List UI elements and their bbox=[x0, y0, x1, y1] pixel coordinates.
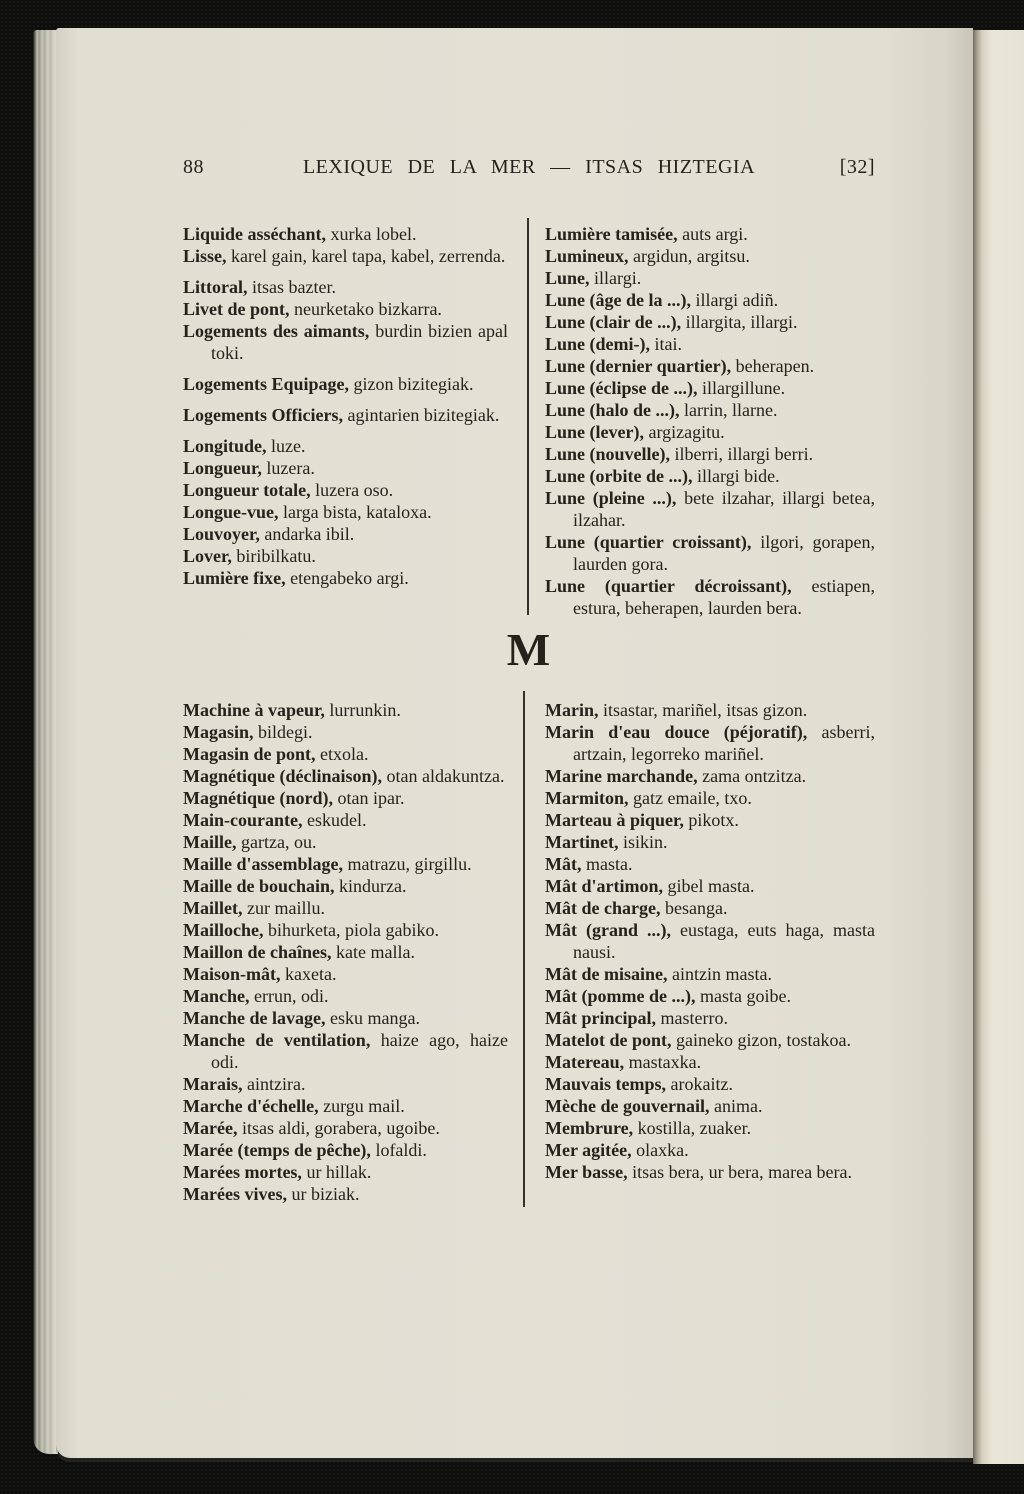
entry-definition: etengabeko argi. bbox=[285, 568, 409, 588]
dictionary-entry bbox=[183, 809, 508, 831]
page-number: 88 bbox=[183, 156, 204, 178]
entry-definition: beherapen. bbox=[731, 356, 815, 376]
entry-definition: pikotx. bbox=[683, 810, 739, 830]
entry-term: Mer agitée, bbox=[545, 1140, 632, 1160]
entry-term: Membrure, bbox=[545, 1118, 634, 1138]
entry-term: Lune (demi-), bbox=[545, 334, 650, 354]
entry-definition: bihurketa, piola gabiko. bbox=[263, 920, 439, 940]
dictionary-entry bbox=[545, 377, 875, 399]
entry-term: Louvoyer, bbox=[183, 524, 260, 544]
entry-term: Matelot de pont, bbox=[545, 1030, 672, 1050]
dictionary-entry bbox=[545, 355, 875, 377]
running-header bbox=[183, 156, 875, 179]
dictionary-entry bbox=[545, 1007, 875, 1029]
dictionary-entry bbox=[545, 465, 875, 487]
entry-term: Marais, bbox=[183, 1074, 243, 1094]
dictionary-entry bbox=[545, 1029, 875, 1051]
entry-term: Lune, bbox=[545, 268, 590, 288]
dictionary-entry bbox=[183, 1073, 508, 1095]
dictionary-entry bbox=[545, 399, 875, 421]
entry-definition: itsas bera, ur bera, marea bera. bbox=[627, 1162, 853, 1182]
entry-term: Littoral, bbox=[183, 277, 248, 297]
dictionary-entry bbox=[183, 1095, 508, 1117]
entry-term: Lune (âge de la ...), bbox=[545, 290, 691, 310]
dictionary-entry bbox=[183, 919, 508, 941]
entry-definition: gizon bizitegiak. bbox=[349, 374, 474, 394]
dictionary-entry bbox=[545, 1117, 875, 1139]
entry-definition: biribilkatu. bbox=[231, 546, 316, 566]
entry-definition: otan ipar. bbox=[333, 788, 405, 808]
entry-definition: kostilla, zuaker. bbox=[633, 1118, 752, 1138]
dictionary-entry bbox=[545, 919, 875, 963]
page-edge-stack bbox=[33, 30, 58, 1454]
dictionary-entry bbox=[183, 245, 508, 267]
entry-definition: gaineko gizon, tostakoa. bbox=[671, 1030, 851, 1050]
entry-term: Longueur totale, bbox=[183, 480, 311, 500]
entry-term: Marche d'échelle, bbox=[183, 1096, 319, 1116]
entry-definition: anima. bbox=[709, 1096, 763, 1116]
dictionary-entry bbox=[545, 787, 875, 809]
entry-definition: xurka lobel. bbox=[326, 224, 417, 244]
dictionary-entry bbox=[183, 545, 508, 567]
entry-definition: besanga. bbox=[660, 898, 728, 918]
entry-term: Marée, bbox=[183, 1118, 238, 1138]
entry-term: Lune (nouvelle), bbox=[545, 444, 671, 464]
entry-term: Mât de misaine, bbox=[545, 964, 668, 984]
dictionary-entry bbox=[545, 531, 875, 575]
dictionary-entry bbox=[545, 223, 875, 245]
entry-definition: kindurza. bbox=[334, 876, 407, 896]
dictionary-entry bbox=[183, 435, 508, 457]
entry-term: Mât de charge, bbox=[545, 898, 661, 918]
entry-definition: lurrunkin. bbox=[324, 700, 401, 720]
section-letter: M bbox=[506, 624, 552, 675]
dictionary-entry bbox=[183, 897, 508, 919]
dictionary-entry bbox=[545, 267, 875, 289]
entry-term: Mât d'artimon, bbox=[545, 876, 663, 896]
dictionary-entry bbox=[183, 320, 508, 364]
entry-definition: illargita, illargi. bbox=[681, 312, 798, 332]
entry-definition: gatz emaile, txo. bbox=[628, 788, 752, 808]
entry-term: Marteau à piquer, bbox=[545, 810, 684, 830]
entry-definition: kate malla. bbox=[331, 942, 415, 962]
dictionary-entry bbox=[545, 809, 875, 831]
dictionary-entry bbox=[183, 1161, 508, 1183]
entry-term: Marée (temps de pêche), bbox=[183, 1140, 371, 1160]
entry-definition: ilberri, illargi berri. bbox=[670, 444, 814, 464]
entry-definition: luzera oso. bbox=[310, 480, 394, 500]
entry-definition: asberri, artzain, legorreko mariñel. bbox=[573, 722, 875, 764]
entry-definition: auts argi. bbox=[677, 224, 748, 244]
entry-definition: otan aldakuntza. bbox=[382, 766, 505, 786]
dictionary-entry bbox=[545, 575, 875, 619]
dictionary-entry bbox=[545, 487, 875, 531]
column-top-right bbox=[545, 223, 875, 619]
entry-definition: argizagitu. bbox=[643, 422, 725, 442]
entry-term: Liquide asséchant, bbox=[183, 224, 327, 244]
dictionary-entry bbox=[183, 1007, 508, 1029]
dictionary-entry bbox=[183, 699, 508, 721]
entry-term: Maille de bouchain, bbox=[183, 876, 335, 896]
entry-definition: itsastar, mariñel, itsas gizon. bbox=[598, 700, 808, 720]
dictionary-entry bbox=[545, 897, 875, 919]
section-l bbox=[183, 223, 875, 619]
dictionary-entry bbox=[545, 831, 875, 853]
entry-term: Logements des aimants, bbox=[183, 321, 370, 341]
dictionary-entry bbox=[545, 853, 875, 875]
entry-term: Maillon de chaînes, bbox=[183, 942, 332, 962]
entry-definition: illargi bide. bbox=[692, 466, 780, 486]
dictionary-entry bbox=[183, 298, 508, 320]
dictionary-entry bbox=[183, 1029, 508, 1073]
entry-term: Marin, bbox=[545, 700, 599, 720]
entry-definition: zurgu mail. bbox=[318, 1096, 405, 1116]
entry-definition: burdin bizien apal toki. bbox=[211, 321, 508, 363]
entry-term: Lune (lever), bbox=[545, 422, 644, 442]
entry-term: Lune (quartier décroissant), bbox=[545, 576, 792, 596]
entry-term: Lune (halo de ...), bbox=[545, 400, 680, 420]
dictionary-entry bbox=[183, 567, 508, 589]
entry-term: Mauvais temps, bbox=[545, 1074, 666, 1094]
entry-term: Logements Officiers, bbox=[183, 405, 343, 425]
dictionary-entry bbox=[545, 765, 875, 787]
entry-term: Maillet, bbox=[183, 898, 243, 918]
entry-term: Livet de pont, bbox=[183, 299, 290, 319]
entry-definition: argidun, argitsu. bbox=[628, 246, 750, 266]
dictionary-entry bbox=[545, 1051, 875, 1073]
entry-definition: ilgori, gorapen, laurden gora. bbox=[573, 532, 875, 574]
dictionary-entry bbox=[545, 421, 875, 443]
adjacent-page-edge bbox=[973, 30, 1024, 1464]
entry-term: Marées vives, bbox=[183, 1184, 287, 1204]
entry-definition: illargi adiñ. bbox=[691, 290, 779, 310]
dictionary-entry bbox=[545, 721, 875, 765]
entry-term: Lisse, bbox=[183, 246, 227, 266]
entry-term: Maille d'assemblage, bbox=[183, 854, 343, 874]
dictionary-entry bbox=[183, 479, 508, 501]
entry-term: Matereau, bbox=[545, 1052, 625, 1072]
dictionary-entry bbox=[545, 311, 875, 333]
entry-definition: etxola. bbox=[315, 744, 369, 764]
entry-definition: zur maillu. bbox=[242, 898, 325, 918]
page-title: LEXIQUE DE LA MER — ITSAS HIZTEGIA bbox=[302, 156, 756, 178]
entry-term: Marmiton, bbox=[545, 788, 629, 808]
dictionary-entry bbox=[545, 245, 875, 267]
entry-term: Maille, bbox=[183, 832, 237, 852]
entry-definition: kaxeta. bbox=[280, 964, 337, 984]
dictionary-entry bbox=[183, 875, 508, 897]
entry-term: Lune (pleine ...), bbox=[545, 488, 677, 508]
page-reference: [32] bbox=[839, 156, 876, 178]
dictionary-entry bbox=[183, 831, 508, 853]
dictionary-entry bbox=[183, 501, 508, 523]
entry-term: Marine marchande, bbox=[545, 766, 698, 786]
entry-term: Lune (dernier quartier), bbox=[545, 356, 732, 376]
entry-term: Lune (quartier croissant), bbox=[545, 532, 752, 552]
dictionary-entry bbox=[183, 1117, 508, 1139]
column-divider bbox=[523, 691, 525, 1207]
entry-definition: masterro. bbox=[656, 1008, 728, 1028]
entry-definition: karel gain, karel tapa, kabel, zerrenda. bbox=[226, 246, 506, 266]
entry-term: Lumière tamisée, bbox=[545, 224, 678, 244]
entry-definition: eskudel. bbox=[302, 810, 367, 830]
entry-term: Longitude, bbox=[183, 436, 267, 456]
column-divider bbox=[527, 218, 529, 615]
entry-definition: eustaga, euts haga, masta nausi. bbox=[573, 920, 876, 962]
entry-definition: arokaitz. bbox=[666, 1074, 733, 1094]
dictionary-entry bbox=[183, 1139, 508, 1161]
dictionary-entry bbox=[183, 941, 508, 963]
entry-term: Mèche de gouvernail, bbox=[545, 1096, 710, 1116]
entry-term: Magasin de pont, bbox=[183, 744, 316, 764]
entry-definition: masta. bbox=[581, 854, 633, 874]
entry-definition: neurketako bizkarra. bbox=[289, 299, 442, 319]
entry-term: Marin d'eau douce (péjoratif), bbox=[545, 722, 808, 742]
entry-definition: itsas aldi, gorabera, ugoibe. bbox=[237, 1118, 440, 1138]
entry-definition: larga bista, kataloxa. bbox=[278, 502, 432, 522]
dictionary-entry bbox=[545, 985, 875, 1007]
dictionary-entry bbox=[183, 765, 508, 787]
entry-definition: larrin, llarne. bbox=[679, 400, 778, 420]
entry-definition: agintarien bizitegiak. bbox=[342, 405, 500, 425]
entry-definition: estiapen, estura, beherapen, laurden bera. bbox=[573, 576, 875, 618]
entry-definition: aintzira. bbox=[242, 1074, 306, 1094]
dictionary-entry bbox=[545, 1139, 875, 1161]
entry-term: Martinet, bbox=[545, 832, 619, 852]
dictionary-entry bbox=[545, 875, 875, 897]
column-top-left bbox=[183, 223, 508, 619]
entry-definition: ur biziak. bbox=[286, 1184, 360, 1204]
entry-term: Magnétique (déclinaison), bbox=[183, 766, 383, 786]
entry-definition: itai. bbox=[650, 334, 682, 354]
dictionary-entry bbox=[545, 443, 875, 465]
entry-definition: bete ilzahar, illargi betea, ilzahar. bbox=[573, 488, 875, 530]
entry-term: Maison-mât, bbox=[183, 964, 281, 984]
entry-definition: illargillune. bbox=[697, 378, 786, 398]
entry-term: Magasin, bbox=[183, 722, 254, 742]
dictionary-entry bbox=[183, 743, 508, 765]
dictionary-entry bbox=[545, 1161, 875, 1183]
dictionary-entry bbox=[183, 276, 508, 298]
entry-term: Magnétique (nord), bbox=[183, 788, 333, 808]
entry-term: Mât (grand ...), bbox=[545, 920, 672, 940]
entry-definition: gibel masta. bbox=[662, 876, 755, 896]
entry-term: Manche de lavage, bbox=[183, 1008, 326, 1028]
entry-term: Lune (éclipse de ...), bbox=[545, 378, 698, 398]
entry-definition: esku manga. bbox=[325, 1008, 420, 1028]
dictionary-entry bbox=[545, 333, 875, 355]
column-bottom-right bbox=[545, 699, 875, 1205]
entry-definition: lofaldi. bbox=[370, 1140, 427, 1160]
dictionary-entry bbox=[183, 963, 508, 985]
entry-definition: olaxka. bbox=[631, 1140, 689, 1160]
entry-term: Mer basse, bbox=[545, 1162, 628, 1182]
dictionary-entry bbox=[183, 985, 508, 1007]
book-page bbox=[56, 28, 973, 1458]
entry-definition: aintzin masta. bbox=[667, 964, 772, 984]
entry-term: Lover, bbox=[183, 546, 232, 566]
entry-definition: andarka ibil. bbox=[259, 524, 355, 544]
dictionary-entry bbox=[183, 457, 508, 479]
entry-term: Mailloche, bbox=[183, 920, 264, 940]
dictionary-entry bbox=[183, 1183, 508, 1205]
entry-term: Lumière fixe, bbox=[183, 568, 286, 588]
entry-term: Main-courante, bbox=[183, 810, 303, 830]
entry-term: Marées mortes, bbox=[183, 1162, 302, 1182]
entry-term: Logements Equipage, bbox=[183, 374, 350, 394]
entry-definition: haize ago, haize odi. bbox=[211, 1030, 508, 1072]
dictionary-entry bbox=[545, 699, 875, 721]
entry-term: Lune (orbite de ...), bbox=[545, 466, 693, 486]
entry-term: Lumineux, bbox=[545, 246, 629, 266]
entry-term: Machine à vapeur, bbox=[183, 700, 325, 720]
entry-term: Manche de ventilation, bbox=[183, 1030, 371, 1050]
entry-definition: errun, odi. bbox=[249, 986, 329, 1006]
entry-definition: isikin. bbox=[618, 832, 668, 852]
dictionary-entry bbox=[545, 289, 875, 311]
entry-definition: illargi. bbox=[589, 268, 642, 288]
entry-definition: matrazu, girgillu. bbox=[343, 854, 472, 874]
entry-term: Manche, bbox=[183, 986, 250, 1006]
entry-definition: luzera. bbox=[261, 458, 315, 478]
section-m bbox=[183, 699, 875, 1205]
dictionary-entry bbox=[183, 787, 508, 809]
dictionary-entry bbox=[183, 404, 508, 426]
entry-definition: bildegi. bbox=[253, 722, 313, 742]
entry-term: Lune (clair de ...), bbox=[545, 312, 682, 332]
dictionary-entry bbox=[183, 373, 508, 395]
page-content bbox=[183, 156, 875, 1205]
dictionary-entry bbox=[183, 223, 508, 245]
column-bottom-left bbox=[183, 699, 508, 1205]
entry-term: Longue-vue, bbox=[183, 502, 279, 522]
dictionary-entry bbox=[183, 523, 508, 545]
dictionary-entry bbox=[183, 853, 508, 875]
dictionary-entry bbox=[545, 1095, 875, 1117]
entry-term: Longueur, bbox=[183, 458, 262, 478]
entry-definition: zama ontzitza. bbox=[697, 766, 807, 786]
entry-definition: itsas bazter. bbox=[247, 277, 336, 297]
dictionary-entry bbox=[545, 963, 875, 985]
entry-definition: masta goibe. bbox=[695, 986, 791, 1006]
entry-definition: luze. bbox=[266, 436, 306, 456]
entry-term: Mât (pomme de ...), bbox=[545, 986, 696, 1006]
dictionary-entry bbox=[545, 1073, 875, 1095]
entry-definition: gartza, ou. bbox=[236, 832, 317, 852]
entry-term: Mât, bbox=[545, 854, 582, 874]
entry-term: Mât principal, bbox=[545, 1008, 656, 1028]
dictionary-entry bbox=[183, 721, 508, 743]
entry-definition: ur hillak. bbox=[301, 1162, 372, 1182]
entry-definition: mastaxka. bbox=[624, 1052, 702, 1072]
